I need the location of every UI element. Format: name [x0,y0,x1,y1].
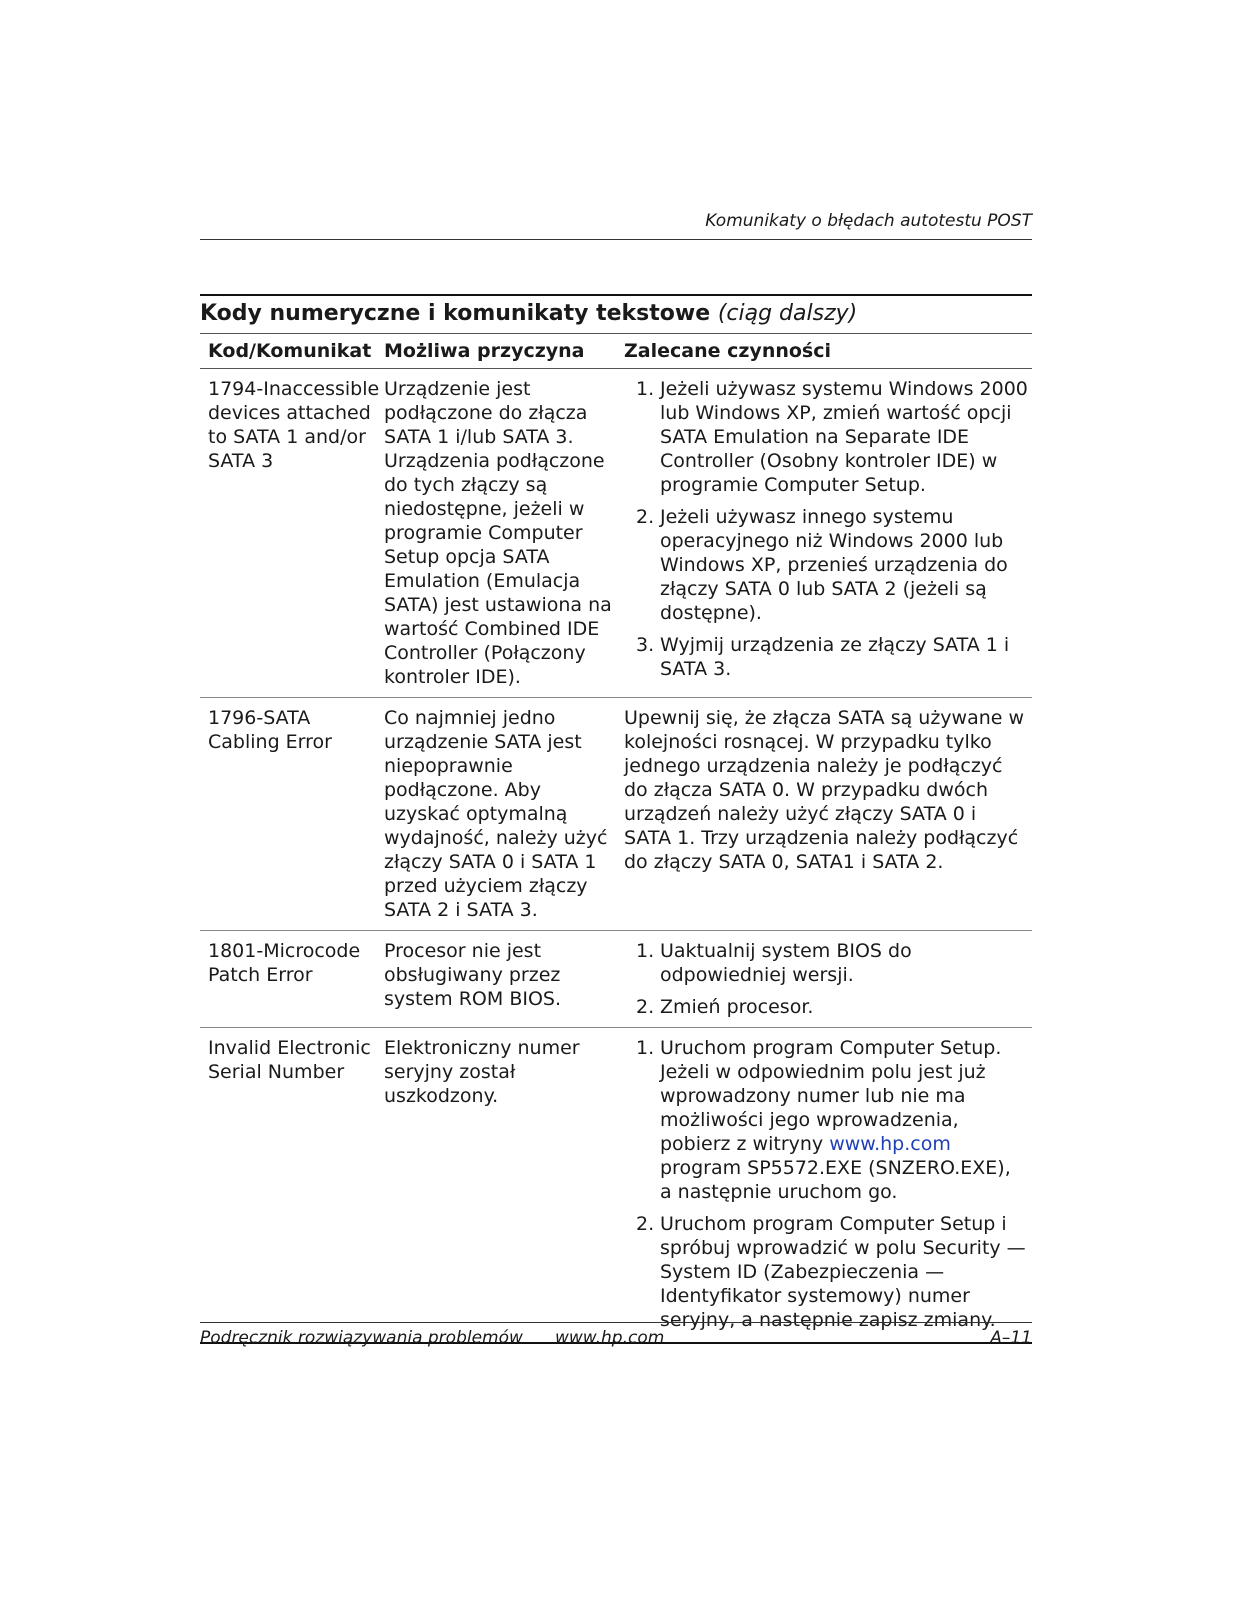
step-text: Jeżeli używasz systemu Windows 2000 lub Windows XP, zmień wartość opcji SATA Emulation na Separate IDE Controller (Osobny kontroler IDE) w programie Computer Setup. [660,378,1028,496]
action-steps [624,377,1028,681]
recommended-action: Upewnij się, że złącza SATA są używane w kolejności rosnącej. W przypadku tylko jednego urządzenia należy je podłączyć do złącza SATA 0. W przypadku dwóch urządzeń należy użyć złączy SATA 0 i SATA 1. Trzy urządzenia należy podłączyć do złączy SATA 0, SATA1 i SATA 2. [624,707,1025,873]
step-number: 1. [636,940,655,962]
error-code: 1801-Microcode Patch Error [208,940,361,986]
recommended-actions [624,377,1032,689]
step-text: Zmień procesor. [660,996,814,1018]
step-text: Uaktualnij system BIOS do odpowiedniej wersji. [660,940,912,986]
table-row [200,1028,1032,1344]
header-divider [200,239,1032,240]
action-step [624,939,1028,987]
running-header: Komunikaty o błędach autotestu POST [705,211,1032,231]
action-step [624,505,1028,625]
footer-manual-title: Podręcznik rozwiązywania problemów [200,1328,523,1348]
table-title-text: Kody numeryczne i komunikaty tekstowe [200,301,711,326]
step-number: 1. [636,1037,655,1059]
step-text: Uruchom program Computer Setup. Jeżeli w odpowiednim polu jest już wprowadzony numer lub nie ma możliwości jego wprowadzenia, pobierz z witryny [660,1037,1002,1155]
action-step [624,377,1028,497]
action-step [624,1036,1028,1204]
column-header-action: Zalecane czynności [624,340,832,362]
step-number: 2. [636,996,655,1018]
action-step [624,633,1028,681]
recommended-actions [624,939,1032,1019]
possible-cause: Procesor nie jest obsługiwany przez system ROM BIOS. [384,940,562,1010]
column-header-code: Kod/Komunikat [208,340,372,362]
footer-website: www.hp.com [555,1328,665,1348]
step-number: 2. [636,506,655,528]
table-row [200,369,1032,698]
hp-website-link[interactable]: www.hp.com [829,1133,951,1155]
possible-cause: Elektroniczny numer seryjny został uszkodzony. [384,1037,580,1107]
table-title-continued: (ciąg dalszy) [717,301,858,326]
step-number: 2. [636,1213,655,1235]
action-step [624,995,1028,1019]
error-codes-table [200,294,1032,1344]
footer-divider [200,1322,1032,1323]
recommended-actions [624,1036,1032,1332]
step-text: Wyjmij urządzenia ze złączy SATA 1 i SATA 3. [660,634,1010,680]
step-number: 3. [636,634,655,656]
table-row [200,698,1032,931]
error-code: 1794-Inaccessible devices attached to SATA 1 and/or SATA 3 [208,378,380,472]
step-text: Uruchom program Computer Setup i spróbuj wprowadzić w polu Security — System ID (Zabezpieczenia — Identyfikator systemowy) numer seryjny, a następnie zapisz zmiany. [660,1213,1026,1331]
possible-cause: Co najmniej jedno urządzenie SATA jest niepoprawnie podłączone. Aby uzyskać optymalną wydajność, należy użyć złączy SATA 0 i SATA 1 przed użyciem złączy SATA 2 i SATA 3. [384,707,608,921]
action-step [624,1212,1028,1332]
table-header-row [200,334,1032,369]
action-steps [624,939,1028,1019]
error-code: 1796-SATA Cabling Error [208,707,332,753]
page-footer [200,1327,1032,1349]
table-row [200,931,1032,1028]
column-header-cause: Możliwa przyczyna [384,340,585,362]
possible-cause: Urządzenie jest podłączone do złącza SATA 1 i/lub SATA 3. Urządzenia podłączone do tych złączy są niedostępne, jeżeli w programie Computer Setup opcja SATA Emulation (Emulacja SATA) jest ustawiona na wartość Combined IDE Controller (Połączony kontroler IDE). [384,378,612,688]
table-title [200,296,1032,333]
error-code: Invalid Electronic Serial Number [208,1037,371,1083]
step-text: Jeżeli używasz innego systemu operacyjnego niż Windows 2000 lub Windows XP, przenieś urządzenia do złączy SATA 0 lub SATA 2 (jeżeli są dostępne). [660,506,1008,624]
page-number: A–11 [990,1328,1032,1348]
action-steps [624,1036,1028,1332]
step-text-continued: program SP5572.EXE (SNZERO.EXE), a następnie uruchom go. [660,1157,1011,1203]
step-number: 1. [636,378,655,400]
